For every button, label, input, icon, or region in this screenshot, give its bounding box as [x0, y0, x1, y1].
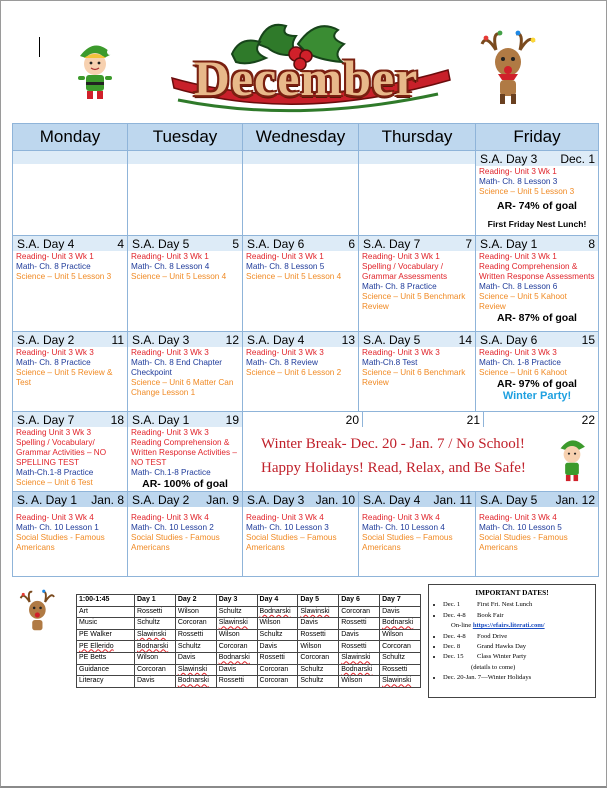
specials-cell: Slawinski	[135, 629, 176, 641]
specials-cell: Bodnarski	[257, 606, 298, 618]
reading-entry: Reading- Unit 3 Wk 3	[362, 348, 440, 357]
specials-cell: Bodnarski	[216, 652, 257, 664]
ar-goal: AR- 74% of goal	[497, 200, 577, 212]
important-date-item: • Dec. 15 Class Winter Party	[443, 652, 595, 662]
date-label: Jan. 11	[433, 493, 472, 507]
week-row-2	[13, 236, 599, 332]
day-cell-jan-12	[476, 492, 599, 577]
date-label: Jan. 12	[555, 493, 595, 507]
winter-party-note: Winter Party!	[502, 390, 572, 402]
math-entry: Math- Ch. 8 Practice	[16, 262, 91, 271]
sa-day-label: S.A. Day 3	[132, 333, 190, 347]
day-cell-jan-11	[359, 492, 476, 577]
day-cell-empty	[13, 151, 128, 236]
math-entry: Math-Ch.1-8 Practice	[16, 468, 94, 477]
online-link-line: On-line https://efairs.literati.com/	[451, 622, 545, 630]
activities-entry: Spelling / Vocabulary/ Grammar Activities – NO SPELLING TEST	[16, 438, 107, 467]
date-label: Dec. 1	[560, 152, 595, 166]
science-entry: Science – Unit 5 Lesson 4	[131, 272, 227, 281]
specials-cell: Schultz	[175, 641, 216, 653]
sa-day-label: S.A. Day 1	[132, 413, 190, 427]
nest-lunch-note: First Friday Nest Lunch!	[487, 219, 587, 229]
specials-cell: Davis	[135, 676, 176, 688]
important-date-item: • Dec. 4-8 Food Drive	[443, 632, 595, 642]
important-date-item: • Dec. 4-8 Book Fair	[443, 611, 595, 621]
date-label: 21	[362, 412, 483, 427]
day-cell-dec-5	[128, 236, 243, 332]
day-cell-dec-15	[476, 332, 599, 412]
reading-entry: Reading- Unit 3 Wk 4	[479, 513, 557, 522]
specials-cell: Davis	[339, 629, 380, 641]
math-entry: Math- Ch. 1-8 Practice	[479, 358, 561, 367]
specials-cell: Day 1	[135, 595, 176, 607]
science-entry: Science – Unit 5 Lesson 3	[479, 187, 575, 196]
day-cell-dec-1	[476, 151, 599, 236]
date-label: 22	[483, 412, 598, 427]
specials-label-cell: 1:00-1:45	[77, 595, 135, 607]
specials-cell: Day 4	[257, 595, 298, 607]
specials-row	[77, 606, 421, 618]
math-entry: Math- Ch. 8 End Chapter Checkpoint	[131, 358, 223, 377]
specials-cell: Schultz	[135, 618, 176, 630]
math-entry: Math- Ch. 8 Lesson 6	[479, 282, 558, 291]
date-label: 15	[581, 333, 595, 347]
assessment-entry: Reading Comprehension & Written Response Assessments	[479, 262, 595, 281]
math-entry: Math- Ch. 8 Lesson 5	[246, 262, 325, 271]
date-label: 7	[465, 237, 472, 251]
date-label: 20	[345, 413, 359, 427]
sa-day-label: S.A. Day 4	[247, 333, 305, 347]
specials-cell: Rossetti	[339, 641, 380, 653]
reading-entry: Reading- Unit 3 Wk 3	[16, 348, 94, 357]
date-label: 6	[348, 237, 355, 251]
day-cell-jan-9	[128, 492, 243, 577]
page-title: December	[193, 50, 419, 106]
specials-cell: Day 2	[175, 595, 216, 607]
math-entry: Math- Ch. 8 Practice	[16, 358, 91, 367]
date-label: 11	[111, 333, 124, 347]
specials-cell: Schultz	[216, 606, 257, 618]
specials-cell: Day 7	[380, 595, 421, 607]
specials-cell: Slawinski	[339, 652, 380, 664]
date-label: Jan. 9	[206, 493, 239, 507]
text-cursor	[39, 37, 40, 57]
reading-entry: Reading Unit 3 Wk 3	[16, 428, 92, 437]
math-entry: Math- Ch. 8 Review	[246, 358, 318, 367]
winter-break-message: Winter Break- Dec. 20 - Jan. 7 / No School!	[261, 436, 525, 452]
math-entry: Math- Ch. 8 Practice	[362, 282, 437, 291]
social-studies-entry: Social Studies - Famous Americans	[479, 533, 568, 552]
social-studies-entry: Social Studies – Famous Americans	[246, 533, 337, 552]
day-cell-empty	[243, 151, 359, 236]
specials-cell: Slawinski	[175, 664, 216, 676]
specials-cell: Corcoran	[216, 641, 257, 653]
reading-entry: Reading- Unit 3 Wk 4	[16, 513, 94, 522]
weekday-friday: Friday	[476, 124, 599, 151]
sa-day-label: S.A. Day 5	[363, 333, 421, 347]
specials-cell: Wilson	[339, 676, 380, 688]
reading-entry: Reading- Unit 3 Wk 4	[131, 513, 209, 522]
week-row-4	[13, 412, 599, 492]
math-entry: Math- Ch.1-8 Practice	[131, 468, 211, 477]
date-label: 13	[341, 333, 355, 347]
specials-cell: Corcoran	[175, 618, 216, 630]
specials-cell: Rossetti	[135, 606, 176, 618]
specials-cell: Slawinski	[380, 676, 421, 688]
sa-day-label: S.A. Day 5	[480, 493, 538, 507]
specials-cell: Day 6	[339, 595, 380, 607]
day-cell-jan-10	[243, 492, 359, 577]
date-label: Jan. 10	[315, 493, 355, 507]
specials-cell: Schultz	[298, 676, 339, 688]
book-fair-link[interactable]: https://efairs.literati.com/	[472, 622, 545, 630]
specials-cell: Davis	[216, 664, 257, 676]
day-cell-dec-4	[13, 236, 128, 332]
specials-header-row	[77, 595, 421, 607]
important-date-item: • Dec. 20-Jan. 7—Winter Holidays	[443, 673, 595, 683]
winter-break-cell	[243, 412, 599, 492]
ar-goal: AR- 87% of goal	[497, 312, 577, 324]
day-cell-dec-18	[13, 412, 128, 492]
important-date-item: • Dec. 1 First Fri. Nest Lunch	[443, 600, 595, 610]
ar-goal: AR- 100% of goal	[142, 478, 228, 490]
math-entry: Math- Ch. 10 Lesson 4	[362, 523, 445, 532]
reading-entry: Reading- Unit 3 Wk 1	[246, 252, 324, 261]
social-studies-entry: Social Studies - Famous Americans	[131, 533, 220, 552]
reindeer-icon	[16, 588, 60, 638]
elf-icon	[74, 38, 116, 102]
reading-entry: Reading- Unit 3 Wk 1	[479, 252, 557, 261]
sa-day-label: S.A. Day 1	[480, 237, 538, 251]
specials-cell: Wilson	[175, 606, 216, 618]
specials-row	[77, 618, 421, 630]
sa-day-label: S.A. Day 4	[363, 493, 421, 507]
specials-cell: Wilson	[380, 629, 421, 641]
weekday-header-row	[13, 124, 599, 151]
specials-label-cell: Art	[77, 606, 135, 618]
specials-cell: Slawinski	[216, 618, 257, 630]
science-entry: Science – Unit 5 Lesson 4	[246, 272, 342, 281]
science-entry: Science – Unit 5 Lesson 3	[16, 272, 112, 281]
specials-cell: Wilson	[216, 629, 257, 641]
specials-cell: Rossetti	[298, 629, 339, 641]
reading-entry: Reading- Unit 3 Wk 1	[16, 252, 94, 261]
specials-label-cell: Music	[77, 618, 135, 630]
date-label: 19	[225, 413, 239, 427]
day-cell-dec-14	[359, 332, 476, 412]
date-label: Jan. 8	[91, 493, 124, 507]
week-row-3	[13, 332, 599, 412]
math-entry: Math- Ch. 10 Lesson 5	[479, 523, 562, 532]
specials-row	[77, 629, 421, 641]
date-label: 8	[588, 237, 595, 251]
social-studies-entry: Social Studies - Famous Americans	[16, 533, 105, 552]
specials-row	[77, 652, 421, 664]
science-entry: Science – Unit 6 Matter Can Change Lesson 1	[131, 378, 234, 397]
specials-cell: Davis	[380, 606, 421, 618]
week-row-5	[13, 492, 599, 577]
specials-cell: Corcoran	[339, 606, 380, 618]
specials-cell: Corcoran	[257, 664, 298, 676]
sa-day-label: S.A. Day 2	[17, 333, 75, 347]
specials-cell: Davis	[175, 652, 216, 664]
math-entry: Math- Ch. 10 Lesson 3	[246, 523, 329, 532]
reading-entry: Reading- Unit 3 Wk 3	[131, 428, 209, 437]
science-entry: Science – Unit 5 Kahoot Review	[479, 292, 567, 311]
math-entry: Math- Ch. 10 Lesson 1	[16, 523, 99, 532]
week-row-1	[13, 151, 599, 236]
specials-cell: Bodnarski	[380, 618, 421, 630]
specials-label-cell: PE Betts	[77, 652, 135, 664]
specials-label-cell: PE Ellerido	[77, 641, 135, 653]
date-label: 5	[232, 237, 239, 251]
day-cell-empty	[359, 151, 476, 236]
party-note: (details to come)	[471, 663, 516, 671]
weekday-monday: Monday	[13, 124, 128, 151]
sa-day-label: S.A. Day 6	[247, 237, 305, 251]
specials-label-cell: Guidance	[77, 664, 135, 676]
day-cell-dec-7	[359, 236, 476, 332]
specials-cell: Corcoran	[135, 664, 176, 676]
reading-entry: Reading- Unit 3 Wk 1	[362, 252, 440, 261]
elf-icon	[556, 434, 588, 484]
day-cell-dec-19	[128, 412, 243, 492]
specials-cell: Wilson	[135, 652, 176, 664]
sa-day-label: S. A. Day 1	[17, 493, 78, 507]
specials-cell: Rossetti	[257, 652, 298, 664]
happy-holidays-message: Happy Holidays! Read, Relax, and Be Safe!	[261, 460, 526, 476]
reindeer-icon	[478, 28, 540, 106]
specials-cell: Schultz	[257, 629, 298, 641]
day-cell-dec-8	[476, 236, 599, 332]
specials-cell: Schultz	[380, 652, 421, 664]
reading-entry: Reading- Unit 3 Wk 1	[131, 252, 209, 261]
specials-cell: Corcoran	[257, 676, 298, 688]
ar-goal: AR- 97% of goal	[497, 378, 577, 390]
specials-cell: Day 3	[216, 595, 257, 607]
calendar-grid	[12, 123, 599, 577]
important-dates-box	[428, 584, 596, 698]
specials-cell: Rossetti	[380, 664, 421, 676]
social-studies-entry: Social Studies – Famous Americans	[362, 533, 453, 552]
day-cell-dec-13	[243, 332, 359, 412]
date-label: 4	[117, 237, 124, 251]
sa-day-label: S.A. Day 7	[17, 413, 75, 427]
sa-day-label: S.A. Day 2	[132, 493, 190, 507]
sa-day-label: S.A. Day 3	[247, 493, 305, 507]
specials-row	[77, 676, 421, 688]
date-label: 14	[458, 333, 472, 347]
science-entry: Science – Unit 5 Review & Test	[16, 368, 113, 387]
specials-cell: Day 5	[298, 595, 339, 607]
day-cell-jan-8	[13, 492, 128, 577]
specials-cell: Corcoran	[380, 641, 421, 653]
sa-day-label: S.A. Day 4	[17, 237, 75, 251]
activities-entry: Reading Comprehension & Written Response Activities – NO TEST	[131, 438, 237, 467]
specials-row	[77, 664, 421, 676]
math-entry: Math- Ch. 8 Lesson 3	[479, 177, 558, 186]
science-entry: Science – Unit 6 Kahoot	[479, 368, 567, 377]
day-cell-dec-6	[243, 236, 359, 332]
specials-cell: Bodnarski	[175, 676, 216, 688]
assessment-entry: Spelling / Vocabulary / Grammar Assessments	[362, 262, 448, 281]
weekday-wednesday: Wednesday	[243, 124, 359, 151]
reading-entry: Reading- Unit 3 Wk 4	[246, 513, 324, 522]
science-entry: Science – Unit 6 Test	[16, 478, 93, 487]
specials-cell: Rossetti	[216, 676, 257, 688]
reading-entry: Reading- Unit 3 Wk 4	[362, 513, 440, 522]
specials-cell: Schultz	[298, 664, 339, 676]
sa-day-label: S.A. Day 7	[363, 237, 421, 251]
math-entry: Math- Ch. 8 Lesson 4	[131, 262, 210, 271]
specials-rotation-table	[76, 594, 421, 688]
important-date-item: • Dec. 8 Grand Hawks Day	[443, 642, 595, 652]
specials-cell: Rossetti	[175, 629, 216, 641]
math-entry: Math-Ch.8 Test	[362, 358, 418, 367]
important-dates-title: IMPORTANT DATES!	[475, 588, 549, 597]
specials-cell: Davis	[298, 618, 339, 630]
specials-cell: Davis	[257, 641, 298, 653]
sa-day-label: S.A. Day 5	[132, 237, 190, 251]
sa-day-label: S.A. Day 3	[480, 152, 538, 166]
specials-row	[77, 641, 421, 653]
specials-cell: Wilson	[257, 618, 298, 630]
specials-label-cell: Literacy	[77, 676, 135, 688]
reading-entry: Reading- Unit 3 Wk 1	[479, 167, 557, 176]
sa-day-label: S.A. Day 6	[480, 333, 538, 347]
science-entry: Science – Unit 6 Benchmark Review	[362, 368, 466, 387]
specials-cell: Bodnarski	[339, 664, 380, 676]
day-cell-empty	[128, 151, 243, 236]
science-entry: Science – Unit 5 Benchmark Review	[362, 292, 466, 311]
science-entry: Science – Unit 6 Lesson 2	[246, 368, 342, 377]
specials-cell: Rossetti	[339, 618, 380, 630]
day-cell-dec-11	[13, 332, 128, 412]
reading-entry: Reading- Unit 3 Wk 3	[479, 348, 557, 357]
day-cell-dec-12	[128, 332, 243, 412]
specials-cell: Bodnarski	[135, 641, 176, 653]
specials-label-cell: PE Walker	[77, 629, 135, 641]
date-label: 18	[110, 413, 124, 427]
date-label: 12	[225, 333, 239, 347]
reading-entry: Reading- Unit 3 Wk 3	[246, 348, 324, 357]
weekday-thursday: Thursday	[359, 124, 476, 151]
specials-cell: Wilson	[298, 641, 339, 653]
reading-entry: Reading- Unit 3 Wk 3	[131, 348, 209, 357]
weekday-tuesday: Tuesday	[128, 124, 243, 151]
specials-cell: Slawinski	[298, 606, 339, 618]
specials-cell: Corcoran	[298, 652, 339, 664]
math-entry: Math- Ch. 10 Lesson 2	[131, 523, 214, 532]
